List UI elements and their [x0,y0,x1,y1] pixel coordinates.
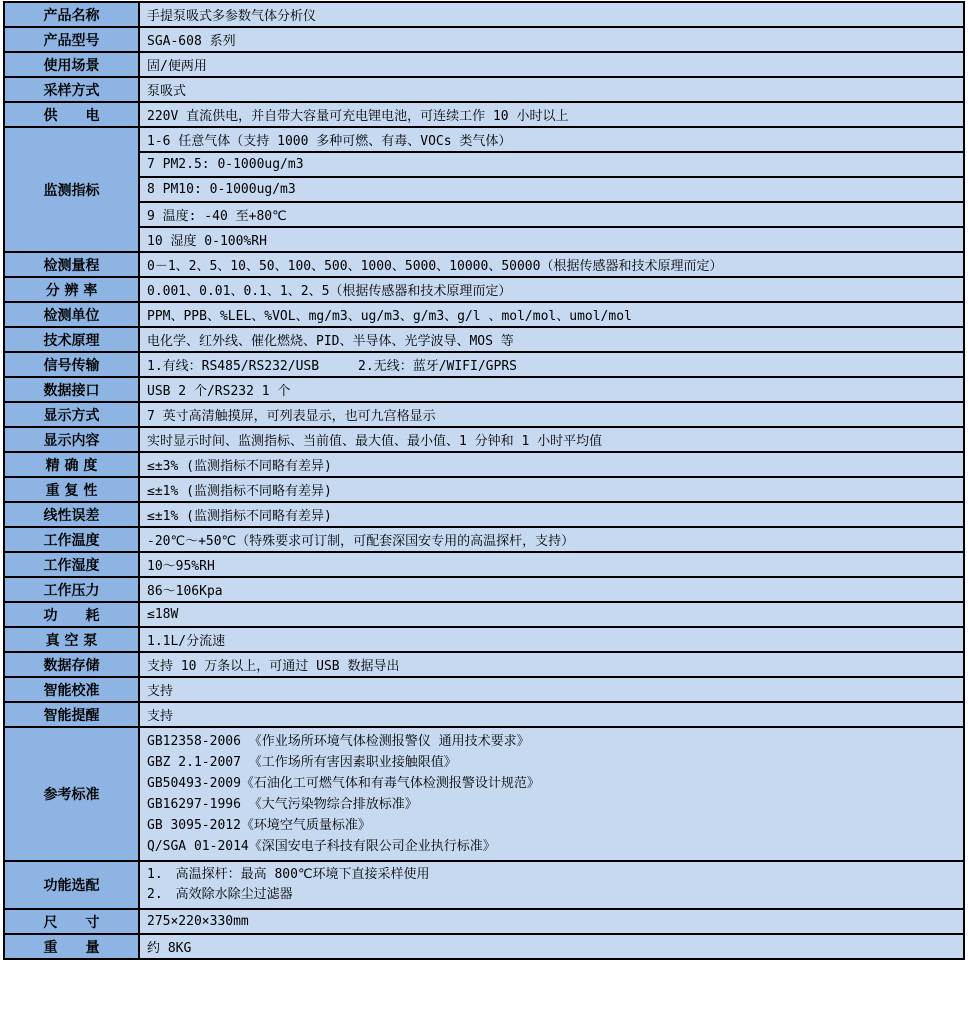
table-row [4,277,964,302]
spec-value: 0－1、2、5、10、50、100、500、1000、5000、10000、50000（根据传感器和技术原理而定） [139,252,964,277]
table-row [4,602,964,627]
spec-value: 固/便两用 [139,52,964,77]
spec-label: 检测单位 [4,302,139,327]
spec-label: 信号传输 [4,352,139,377]
spec-label: 工作温度 [4,527,139,552]
standard-line: GB50493-2009《石油化工可燃气体和有毒气体检测报警设计规范》 [147,776,540,791]
table-row [4,527,964,552]
table-row [4,302,964,327]
spec-value: 支持 [139,677,964,702]
spec-value: 10～95%RH [139,552,964,577]
spec-label: 监测指标 [4,127,139,252]
table-row [4,177,964,202]
spec-subvalue: 7 PM2.5: 0-1000ug/m3 [139,152,964,177]
spec-value: 支持 [139,702,964,727]
table-row [4,627,964,652]
table-row [4,27,964,52]
spec-label: 真 空 泵 [4,627,139,652]
spec-label: 功 耗 [4,602,139,627]
spec-label: 检测量程 [4,252,139,277]
spec-label: 重 量 [4,934,139,959]
spec-value: 泵吸式 [139,77,964,102]
table-row [4,77,964,102]
spec-value: 220V 直流供电，并自带大容量可充电锂电池，可连续工作 10 小时以上 [139,102,964,127]
table-row [4,677,964,702]
standard-line: GB12358-2006 《作业场所环境气体检测报警仪 通用技术要求》 [147,734,530,749]
spec-value [139,861,964,909]
spec-value: SGA-608 系列 [139,27,964,52]
table-row [4,377,964,402]
table-row [4,452,964,477]
table-row [4,652,964,677]
spec-label: 采样方式 [4,77,139,102]
spec-value: ≤18W [139,602,964,627]
spec-value: 约 8KG [139,934,964,959]
table-row [4,127,964,152]
table-row [4,152,964,177]
spec-value: USB 2 个/RS232 1 个 [139,377,964,402]
standard-line: GBZ 2.1-2007 《工作场所有害因素职业接触限值》 [147,755,457,770]
table-row [4,52,964,77]
spec-subvalue: 8 PM10: 0-1000ug/m3 [139,177,964,202]
table-row [4,102,964,127]
table-row [4,934,964,959]
table-row [4,202,964,227]
table-row [4,352,964,377]
spec-label: 显示方式 [4,402,139,427]
spec-label: 供 电 [4,102,139,127]
table-row [4,252,964,277]
spec-value: 0.001、0.01、0.1、1、2、5（根据传感器和技术原理而定） [139,277,964,302]
spec-value: PPM、PPB、%LEL、%VOL、mg/m3、ug/m3、g/m3、g/l 、mol/mol、umol/mol [139,302,964,327]
spec-value: 275×220×330mm [139,909,964,934]
spec-value: 电化学、红外线、催化燃烧、PID、半导体、光学波导、MOS 等 [139,327,964,352]
spec-value: 1.有线：RS485/RS232/USB 2.无线：蓝牙/WIFI/GPRS [139,352,964,377]
table-row [4,502,964,527]
spec-value [139,727,964,861]
spec-value: 86～106Kpa [139,577,964,602]
spec-label: 显示内容 [4,427,139,452]
standard-line: Q/SGA 01-2014《深国安电子科技有限公司企业执行标准》 [147,839,496,854]
spec-label: 分 辨 率 [4,277,139,302]
product-spec-table [3,1,965,960]
spec-label: 产品名称 [4,2,139,27]
table-row [4,327,964,352]
spec-label: 智能校准 [4,677,139,702]
spec-label: 技术原理 [4,327,139,352]
spec-label: 功能选配 [4,861,139,909]
spec-label: 精 确 度 [4,452,139,477]
standard-line: GB16297-1996 《大气污染物综合排放标准》 [147,797,418,812]
spec-label: 尺 寸 [4,909,139,934]
table-row [4,702,964,727]
table-row [4,552,964,577]
spec-label: 智能提醒 [4,702,139,727]
spec-value: ≤±3% (监测指标不同略有差异) [139,452,964,477]
spec-value: ≤±1% (监测指标不同略有差异) [139,477,964,502]
table-row [4,2,964,27]
spec-label: 工作湿度 [4,552,139,577]
spec-label: 工作压力 [4,577,139,602]
spec-subvalue: 1-6 任意气体（支持 1000 多种可燃、有毒、VOCs 类气体） [139,127,964,152]
table-row [4,477,964,502]
spec-value: 支持 10 万条以上，可通过 USB 数据导出 [139,652,964,677]
spec-value: 7 英寸高清触摸屏，可列表显示，也可九宫格显示 [139,402,964,427]
table-row [4,402,964,427]
option-line: 1. 高温探杆：最高 800℃环境下直接采样使用 [147,867,430,882]
table-row [4,427,964,452]
spec-label: 重 复 性 [4,477,139,502]
spec-label: 数据接口 [4,377,139,402]
spec-label: 产品型号 [4,27,139,52]
spec-label: 数据存储 [4,652,139,677]
spec-label: 线性误差 [4,502,139,527]
spec-label: 使用场景 [4,52,139,77]
table-row [4,227,964,252]
spec-value: -20℃～+50℃（特殊要求可订制，可配套深国安专用的高温探杆，支持） [139,527,964,552]
spec-label: 参考标准 [4,727,139,861]
spec-value: ≤±1% (监测指标不同略有差异) [139,502,964,527]
spec-value: 实时显示时间、监测指标、当前值、最大值、最小值、1 分钟和 1 小时平均值 [139,427,964,452]
spec-subvalue: 9 温度: -40 至+80℃ [139,202,964,227]
option-line: 2. 高效除水除尘过滤器 [147,887,293,902]
spec-value: 1.1L/分流速 [139,627,964,652]
table-row [4,727,964,861]
table-row [4,577,964,602]
table-row [4,861,964,909]
standard-line: GB 3095-2012《环境空气质量标准》 [147,818,371,833]
spec-subvalue: 10 湿度 0-100%RH [139,227,964,252]
table-row [4,909,964,934]
spec-value: 手提泵吸式多参数气体分析仪 [139,2,964,27]
